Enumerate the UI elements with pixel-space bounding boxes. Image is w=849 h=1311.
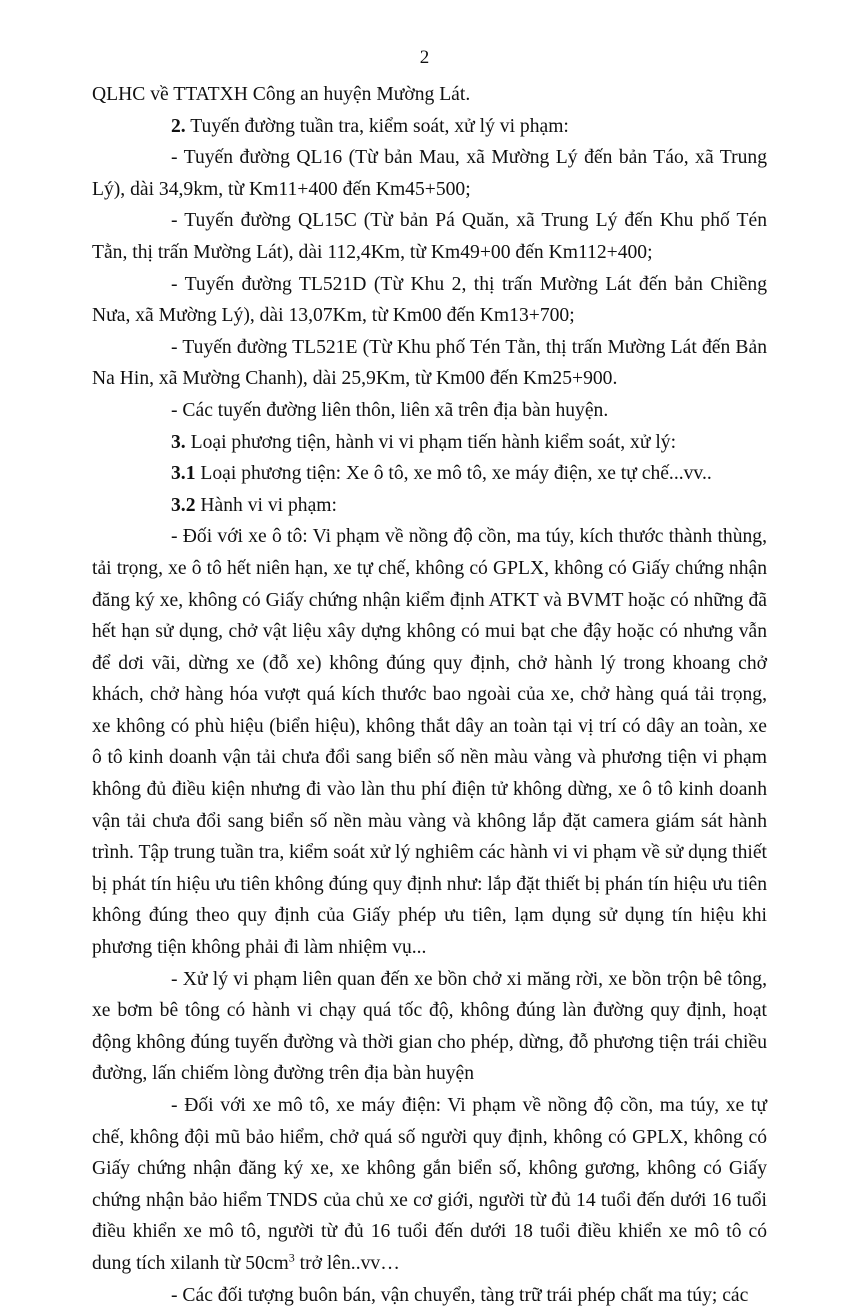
motorbike-text: - Đối với xe mô tô, xe máy điện: Vi phạm về nồng độ cồn, ma túy, xe tự chế, không đội mũ bảo hiểm, chở quá số người quy định, không có GPLX, không có Giấy chứng nhận đăng ký xe, xe không gắn biển số, không gương, không có Giấy chứng nhận bảo hiểm TNDS của chủ xe cơ giới, người từ đủ 14 tuổi đến dưới 16 tuổi điều khiển xe mô tô, người từ đủ 16 tuổi đến dưới 18 tuổi điều khiển xe mô tô có dung tích xilanh từ 50cm [92, 1095, 767, 1274]
route-ql15c: - Tuyến đường QL15C (Từ bản Pá Quăn, xã Trung Lý đến Khu phố Tén Tằn, thị trấn Mường Lát), dài 112,4Km, từ Km49+00 đến Km112+400; [92, 210, 767, 263]
document-body [92, 79, 767, 1311]
section-3-number: 3. [171, 431, 186, 453]
section-3-1-number: 3.1 [171, 463, 196, 485]
section-2-heading [92, 111, 767, 143]
paragraph-car-violations: - Đối với xe ô tô: Vi phạm về nồng độ cồn, ma túy, kích thước thành thùng, tải trọng, xe ô tô hết niên hạn, xe tự chế, không có GPLX, không có Giấy chứng nhận đăng ký xe, không có Giấy chứng nhận kiểm định ATKT và BVMT hoặc có những đã hết hạn sử dụng, chở vật liệu xây dựng không có mui bạt che đậy hoặc có nhưng vẫn để dơi vãi, dừng xe (đỗ xe) không đúng quy định, chở hành lý trong khoang chở khách, chở hàng hóa vượt quá kích thước bao ngoài của xe, chở hàng quá tải trọng, xe không có phù hiệu (biển hiệu), không thắt dây an toàn tại vị trí có dây an toàn, xe ô tô kinh doanh vận tải chưa đổi sang biển số nền màu vàng và phương tiện vi phạm không đủ điều kiện nhưng đi vào làn thu phí điện tử không dừng, xe ô tô kinh doanh vận tải chưa đổi sang biển số nền màu vàng và không lắp đặt camera giám sát hành trình. Tập trung tuần tra, kiểm soát xử lý nghiêm các hành vi vi phạm về sử dụng thiết bị phát tín hiệu ưu tiên không đúng quy định như: lắp đặt thiết bị phán tín hiệu ưu tiên không đúng theo quy định của Giấy phép ưu tiên, lạm dụng sử dụng tín hiệu khi phương tiện không phải đi làm nhiệm vụ... [92, 526, 767, 959]
route-local: - Các tuyến đường liên thôn, liên xã trên địa bàn huyện. [171, 399, 609, 421]
paragraph-drug-offenders: - Các đối tượng buôn bán, vận chuyển, tàng trữ trái phép chất ma túy; các [171, 1284, 749, 1306]
motorbike-tail: trở lên..vv… [294, 1252, 400, 1274]
route-tl521e: - Tuyến đường TL521E (Từ Khu phố Tén Tằn, thị trấn Mường Lát đến Bản Na Hin, xã Mường Chanh), dài 25,9Km, từ Km00 đến Km25+900. [92, 336, 767, 390]
section-2-title: Tuyến đường tuần tra, kiểm soát, xử lý vi phạm: [185, 115, 569, 137]
section-2-number: 2. [171, 115, 186, 137]
cubic-superscript: 3 [288, 1250, 295, 1265]
paragraph-truck-violations: - Xử lý vi phạm liên quan đến xe bồn chở xi măng rời, xe bồn trộn bê tông, xe bơm bê tông có hành vi chạy quá tốc độ, không đúng làn đường quy định, hoạt động không đúng tuyến đường và thời gian cho phép, dừng, đỗ phương tiện trái chiều đường, lấn chiếm lòng đường trên địa bàn huyện [92, 968, 767, 1085]
paragraph-motorbike-violations [92, 1090, 767, 1280]
section-3-heading [92, 427, 767, 459]
route-tl521d: - Tuyến đường TL521D (Từ Khu 2, thị trấn Mường Lát đến bản Chiềng Nưa, xã Mường Lý), dài 13,07Km, từ Km00 đến Km13+700; [92, 273, 767, 327]
section-3-2-text: Hành vi vi phạm: [195, 494, 337, 516]
section-3-2 [92, 490, 767, 522]
section-3-1 [92, 458, 767, 490]
route-ql16: - Tuyến đường QL16 (Từ bản Mau, xã Mường Lý đến bản Táo, xã Trung Lý), dài 34,9km, từ Km11+400 đến Km45+500; [92, 147, 767, 200]
section-3-title: Loại phương tiện, hành vi vi phạm tiến hành kiểm soát, xử lý: [185, 431, 677, 453]
page-number: 2 [419, 47, 430, 68]
section-3-1-text: Loại phương tiện: Xe ô tô, xe mô tô, xe máy điện, xe tự chế...vv.. [195, 463, 712, 485]
paragraph-intro: QLHC về TTATXH Công an huyện Mường Lát. [92, 84, 471, 105]
section-3-2-number: 3.2 [171, 494, 196, 516]
